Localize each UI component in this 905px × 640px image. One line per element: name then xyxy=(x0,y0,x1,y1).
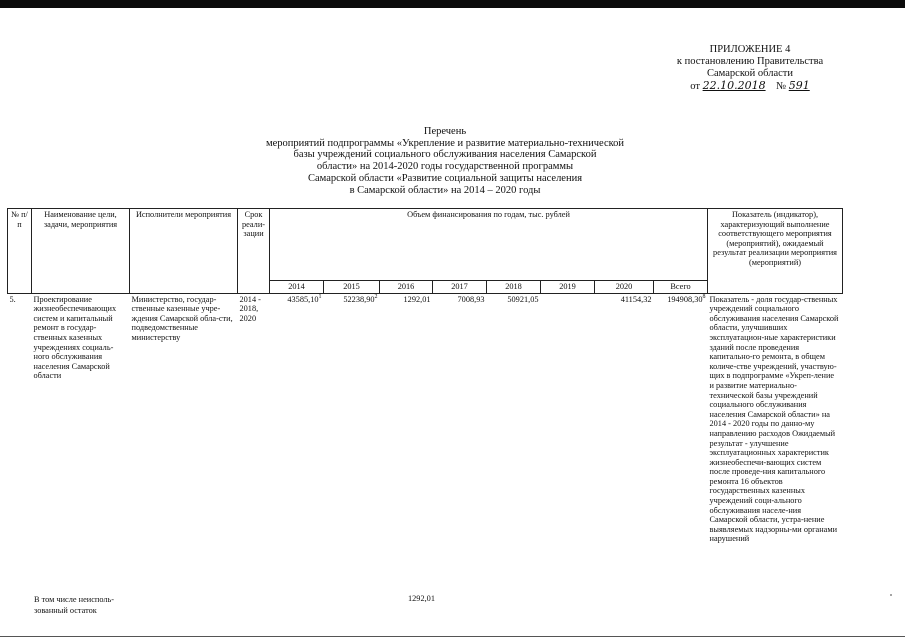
title-line-2: мероприятий подпрограммы «Укрепление и развитие материально-технической xyxy=(265,137,625,149)
year-header: 2018 xyxy=(487,281,541,294)
row-executors: Министерство, государ-ственные казенные учре-ждения Самарской обла-сти, подведомственные министерству xyxy=(131,294,233,342)
appendix-title: ПРИЛОЖЕНИЕ 4 xyxy=(709,44,791,55)
number-label: № xyxy=(776,81,787,92)
appendix-resolution: к постановлению Правительства xyxy=(676,56,824,67)
year-header: 2015 xyxy=(324,281,380,294)
header-num: № п/п xyxy=(8,209,32,294)
title-line-5: Самарской области «Развитие социальной защиты населения xyxy=(307,172,583,184)
year-header: 2019 xyxy=(541,281,595,294)
scan-top-border xyxy=(0,0,905,8)
footnote-value: 1292,01 xyxy=(408,594,435,603)
header-indicator: Показатель (индикатор), характеризующий выполнение соответствующего мероприятия (мероприятий), ожидаемый результат реализации мероприятия (мероприятий) xyxy=(708,209,843,294)
row-term: 2014 - 2018, 2020 xyxy=(239,294,261,323)
title-line-1: Перечень xyxy=(423,126,467,137)
year-header: 2020 xyxy=(595,281,654,294)
scan-speck xyxy=(890,594,892,596)
total-cell: 194908,30$^8$ xyxy=(667,293,706,304)
appendix-header xyxy=(660,44,840,93)
handwritten-date: 22.10.2018 xyxy=(702,79,766,92)
header-name: Наименование цели, задачи, мероприятия xyxy=(32,209,130,294)
row-num: 5. xyxy=(9,294,16,304)
title-line-6: в Самарской области» на 2014 – 2020 годы xyxy=(349,184,541,196)
value-cell xyxy=(541,293,595,585)
total-header: Всего xyxy=(654,281,708,294)
value-cell: 1292,01 xyxy=(403,294,431,304)
appendix-region: Самарской области xyxy=(707,68,793,79)
year-header: 2016 xyxy=(380,281,433,294)
value-cell: 52238,90$^2$ xyxy=(343,293,378,304)
value-cell: 7008,93 xyxy=(457,294,485,304)
handwritten-number: 591 xyxy=(788,79,810,92)
document-title xyxy=(250,126,640,196)
year-header: 2014 xyxy=(270,281,324,294)
title-line-3: базы учреждений социального обслуживания населения Самарской xyxy=(293,149,597,161)
measures-table xyxy=(7,208,843,585)
footnote-text: В том числе неисполь-зованный остаток xyxy=(34,595,115,615)
year-header: 2017 xyxy=(433,281,487,294)
header-term: Срок реали-зации xyxy=(238,209,270,294)
table-row xyxy=(8,293,843,585)
title-line-4: области» на 2014-2020 годы государственной программы xyxy=(316,161,574,173)
scan-bottom-edge xyxy=(0,636,905,637)
date-prefix: от xyxy=(690,81,700,92)
value-cell: 50921,05 xyxy=(507,294,539,304)
value-cell: 43585,10$^1$ xyxy=(287,293,322,304)
value-cell: 41154,32 xyxy=(620,294,652,304)
appendix-date-line xyxy=(660,80,840,93)
row-indicator: Показатель - доля государ-ственных учреждений социального обслуживания населения Самарской области, улучшивших эксплуатацион-ные характеристики зданий после проведения капитально-го ремонта, в общем количе-стве учреждений, участвую-щих в подпрограмме «Укреп-ление и развитие материально-технической базы учреждений социального обслуживания населения Самарской области» на 2014 - 2020 годы по данно-му направлению расходов Ожидаемый результат - улучшение эксплуатационных характеристик жизнеобеспечи-вающих систем после проведе-ния капитального ремонта 16 объектов государственных казенных учреждений соци-ального обслуживания населе-ния Самарской области, устра-нение выявляемых надзорны-ми органами нарушений xyxy=(709,294,839,544)
header-executors: Исполнители мероприятия xyxy=(130,209,238,294)
row-name: Проектирование жизнеобеспечивающих систем и капитальный ремонт в государ-ственных казенных учреждениях социаль-ного обслуживания населения Самарской области xyxy=(33,294,117,381)
header-funding: Объем финансирования по годам, тыс. рублей xyxy=(270,209,708,281)
